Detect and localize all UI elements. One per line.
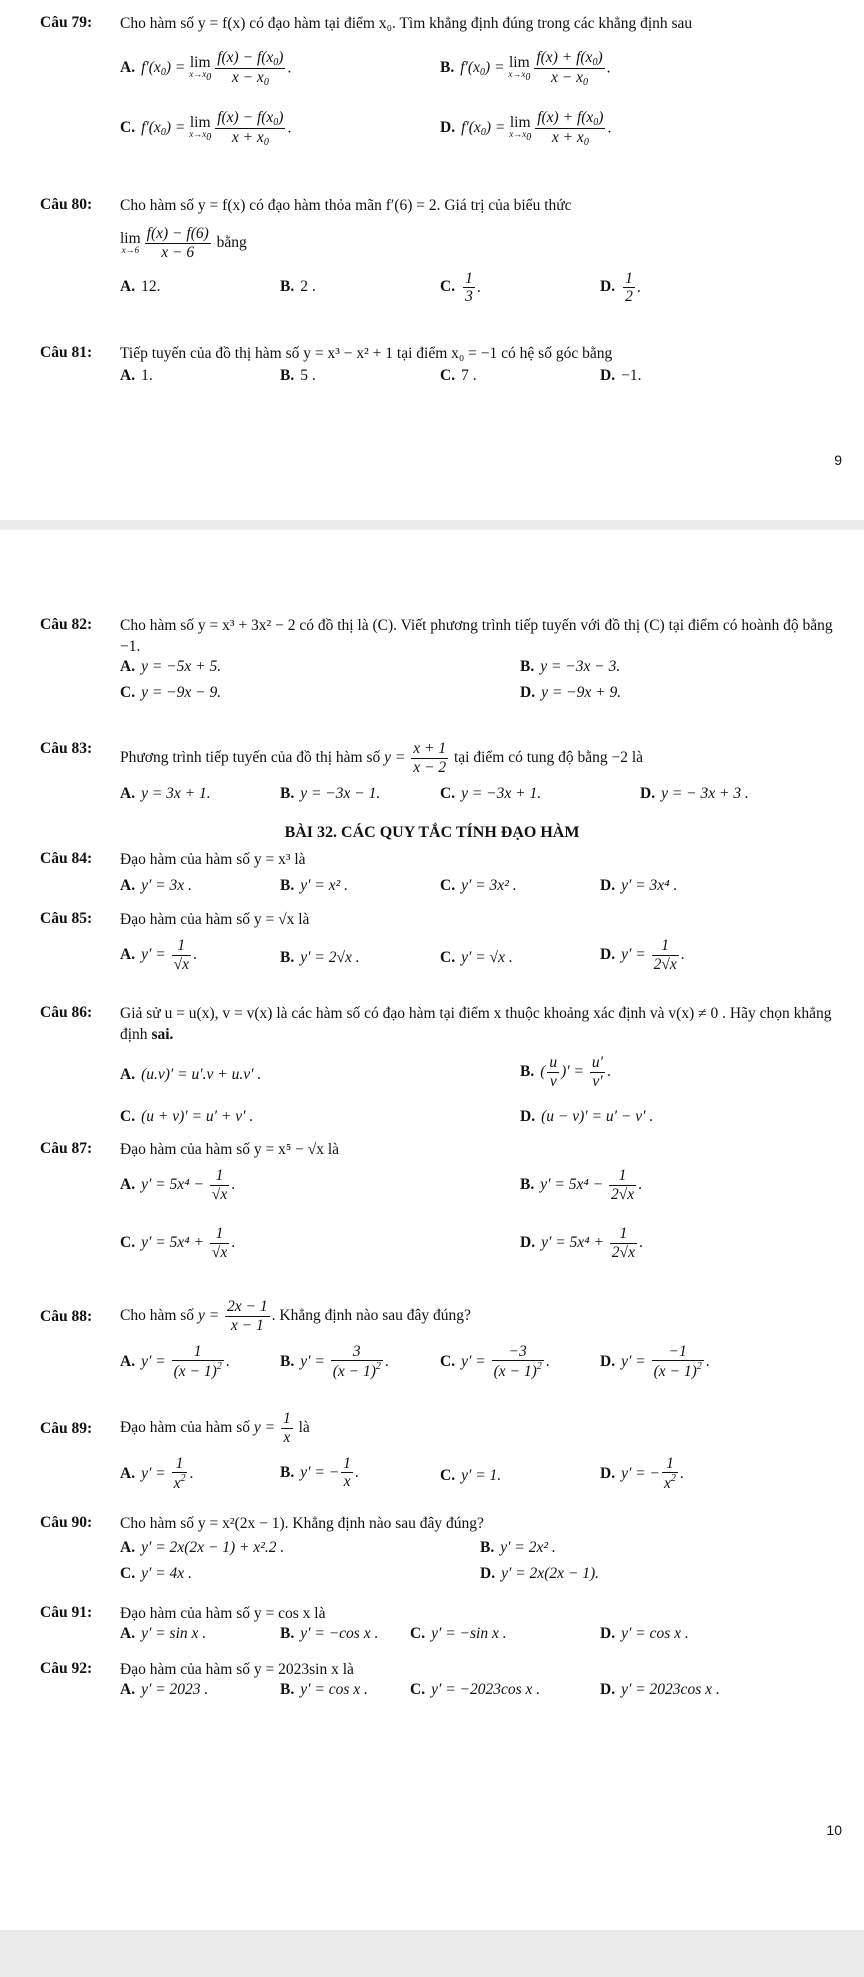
option-d[interactable]: D. y′ = − $\frac{1}{x^2}$ . — [600, 1454, 684, 1493]
question-80 — [40, 196, 844, 310]
option-d[interactable]: D. y′ = cos x . — [600, 1624, 689, 1642]
option-c[interactable]: C. y = −3x + 1. — [440, 784, 542, 802]
option-a[interactable]: A. y′ = $\frac{1}{√x}$ . — [120, 936, 197, 973]
question-84 — [40, 850, 844, 903]
question-number: Câu 88: — [40, 1308, 93, 1325]
option-b[interactable]: B. y′ = $\frac{3}{(x - 1)^2}$ . — [280, 1342, 389, 1381]
question-text: Cho hàm số y = x³ + 3x² − 2 có đồ thị là (C). Viết phương trình tiếp tuyến với đồ thị (C) tại điểm có hoành độ bằng −1. — [120, 617, 833, 655]
question-82 — [40, 616, 844, 710]
option-a[interactable]: A. 1. — [120, 366, 153, 384]
option-d[interactable]: D. y = −9x + 9. — [520, 683, 622, 701]
question-text: Đạo hàm của hàm số y = x³ là — [120, 851, 306, 868]
question-number: Câu 83: — [40, 740, 93, 757]
question-number: Câu 90: — [40, 1514, 93, 1531]
option-c[interactable]: C. y′ = 3x² . — [440, 876, 517, 894]
option-a[interactable]: A. y′ = 2x(2x − 1) + x².2 . — [120, 1538, 285, 1556]
option-c[interactable]: C. y = −9x − 9. — [120, 683, 222, 701]
question-number: Câu 89: — [40, 1420, 93, 1437]
option-a[interactable]: A. $f'(x_0)$ = lim x→x0 $\frac{f(x) - f(x_0)}{x - x_0}$ . — [120, 48, 292, 89]
limit-expression: lim x→6 $\frac{f(x) - f(6)}{x - 6}$ bằng — [120, 224, 247, 261]
question-number: Câu 91: — [40, 1604, 93, 1621]
question-81 — [40, 344, 844, 393]
question-text: Cho hàm số y = f(x) có đạo hàm thỏa mãn f′(6) = 2. Giá trị của biểu thức — [120, 197, 572, 214]
option-a[interactable]: A. y′ = 2023 . — [120, 1680, 209, 1698]
option-b[interactable]: B. ( $\frac{u}{v}$ )′ = $\frac{u'}{v'}$ . — [520, 1053, 611, 1090]
option-c[interactable]: C. $\frac{1}{3}$ . — [440, 269, 481, 306]
option-b[interactable]: B. y′ = 5x⁴ − $\frac{1}{2√x}$ . — [520, 1166, 642, 1203]
option-a[interactable]: A. y′ = sin x . — [120, 1624, 207, 1642]
option-b[interactable]: B. y′ = 2√x . — [280, 948, 360, 966]
question-number: Câu 84: — [40, 850, 93, 867]
option-c[interactable]: C. $f'(x_0)$ = lim x→x0 $\frac{f(x) - f(x_0)}{x + x_0}$ . — [120, 108, 292, 149]
option-c[interactable]: C. 7 . — [440, 366, 477, 384]
question-text: Giả sử u = u(x), v = v(x) là các hàm số có đạo hàm tại điểm x thuộc khoảng xác định và v(x) ≠ 0 . Hãy chọn khẳng định — [120, 1005, 832, 1043]
page-9 — [0, 0, 864, 520]
page-gap — [0, 520, 864, 530]
question-90 — [40, 1514, 844, 1591]
option-b[interactable]: B. y = −3x − 1. — [280, 784, 381, 802]
option-d[interactable]: D. (u − v)′ = u′ − v′ . — [520, 1107, 654, 1125]
option-c[interactable]: C. y′ = √x . — [440, 948, 513, 966]
option-b[interactable]: B. $f'(x_0)$ = lim x→x0 $\frac{f(x) + f(x_0)}{x - x_0}$ . — [440, 48, 611, 89]
option-a[interactable]: A. y′ = $\frac{1}{x^2}$ . — [120, 1454, 194, 1493]
question-text: Đạo hàm của hàm số y = x⁵ − √x là — [120, 1141, 340, 1158]
question-number: Câu 82: — [40, 616, 93, 633]
question-83: Câu 83: Phương trình tiếp tuyến của đồ thị hàm số y = $\frac{x + 1}{x - 2}$ tại điểm có tung độ bằng −2 là A. y = 3x + 1. B. y = −3x − 1. C. y = −3x + 1. D. y = − 3x + 3 . — [40, 740, 749, 802]
question-number: Câu 92: — [40, 1660, 93, 1677]
question-number: Câu 87: — [40, 1140, 93, 1157]
option-d[interactable]: D. y′ = 5x⁴ + $\frac{1}{2√x}$ . — [520, 1224, 643, 1261]
option-b[interactable]: B. y′ = 2x² . — [480, 1538, 556, 1556]
option-b[interactable]: B. 5 . — [280, 366, 316, 384]
question-text: Tiếp tuyến của đồ thị hàm số y = x³ − x² + 1 tại điểm x₀ = −1 có hệ số góc bằng — [120, 345, 613, 362]
option-c[interactable]: C. y′ = 4x . — [120, 1564, 192, 1582]
page-number: 9 — [834, 452, 842, 468]
page-number: 10 — [826, 1822, 842, 1838]
option-c[interactable]: C. y′ = $\frac{-3}{(x - 1)^2}$ . — [440, 1342, 550, 1381]
option-b[interactable]: B. y = −3x − 3. — [520, 657, 621, 675]
option-b[interactable]: B. y′ = cos x . — [280, 1680, 368, 1698]
option-c[interactable]: C. y′ = −sin x . — [410, 1624, 507, 1642]
question-number: Câu 81: — [40, 344, 93, 361]
option-a[interactable]: A. y′ = 3x . — [120, 876, 192, 894]
option-d[interactable]: D. y′ = $\frac{-1}{(x - 1)^2}$ . — [600, 1342, 710, 1381]
option-b[interactable]: B. y′ = −cos x . — [280, 1624, 379, 1642]
page-gap — [0, 1930, 864, 1977]
option-d[interactable]: D. y′ = $\frac{1}{2√x}$ . — [600, 936, 685, 973]
option-a[interactable]: A. 12. — [120, 277, 161, 295]
option-d[interactable]: D. y′ = 3x⁴ . — [600, 876, 678, 894]
question-85 — [40, 910, 844, 985]
question-number: Câu 80: — [40, 196, 93, 213]
option-c[interactable]: C. y′ = 1. — [440, 1466, 502, 1484]
option-d[interactable]: D. −1. — [600, 366, 642, 384]
option-a[interactable]: A. y = −5x + 5. — [120, 657, 222, 675]
option-a[interactable]: A. y′ = 5x⁴ − $\frac{1}{√x}$ . — [120, 1166, 236, 1203]
question-91 — [40, 1604, 844, 1651]
question-text: Cho hàm số y = f(x) có đạo hàm tại điểm x₀. Tìm khẳng định đúng trong các khẳng định sau — [120, 15, 693, 32]
question-79 — [40, 14, 844, 161]
question-number: Câu 79: — [40, 14, 93, 31]
question-number: Câu 86: — [40, 1004, 93, 1021]
option-b[interactable]: B. y′ = − $\frac{1}{x}$ . — [280, 1454, 359, 1491]
option-b[interactable]: B. 2 . — [280, 277, 316, 295]
question-87 — [40, 1140, 844, 1273]
question-text: Đạo hàm của hàm số y = cos x là — [120, 1605, 326, 1622]
option-c[interactable]: C. y′ = 5x⁴ + $\frac{1}{√x}$ . — [120, 1224, 236, 1261]
question-89: Câu 89: Đạo hàm của hàm số y = $\frac{1}{x}$ là A. y′ = $\frac{1}{x^2}$ . B. y′ = − $\frac{1}{x}$ . C. y′ = 1. D. y′ = − $\frac{1}{x^2}$ . — [40, 1410, 684, 1493]
page-10 — [0, 530, 864, 1930]
option-a[interactable]: A. (u.v)′ = u′.v + u.v′ . — [120, 1065, 262, 1083]
option-b[interactable]: B. y′ = x² . — [280, 876, 348, 894]
question-text: Đạo hàm của hàm số y = √x là — [120, 911, 310, 928]
section-heading: BÀI 32. CÁC QUY TẮC TÍNH ĐẠO HÀM — [284, 824, 580, 841]
option-d[interactable]: D. $f'(x_0)$ = lim x→x0 $\frac{f(x) + f(x_0)}{x + x_0}$ . — [440, 108, 612, 149]
question-text: Cho hàm số y = x²(2x − 1). Khẳng định nào sau đây đúng? — [120, 1515, 484, 1532]
option-c[interactable]: C. y′ = −2023cos x . — [410, 1680, 541, 1698]
option-d[interactable]: D. y′ = 2023cos x . — [600, 1680, 720, 1698]
question-number: Câu 85: — [40, 910, 93, 927]
question-text: Đạo hàm của hàm số y = 2023sin x là — [120, 1661, 354, 1678]
question-92 — [40, 1660, 844, 1707]
question-86: Câu 86: Giả sử u = u(x), v = v(x) là các hàm số có đạo hàm tại điểm x thuộc khoảng xác định và v(x) ≠ 0 . Hãy chọn khẳng định sai. A. (u.v)′ = u′.v + u.v′ . B. ( $\frac{u}{v}$ )′ = $\frac{u'}{v'}$ . C. (u + v)′ = u′ + v′ . D. (u − v)′ = u′ − v′ . — [40, 1004, 832, 1125]
option-d[interactable]: D. y = − 3x + 3 . — [640, 784, 749, 802]
option-a[interactable]: A. y = 3x + 1. — [120, 784, 211, 802]
option-d[interactable]: D. y′ = 2x(2x − 1). — [480, 1564, 599, 1582]
option-c[interactable]: C. (u + v)′ = u′ + v′ . — [120, 1107, 254, 1125]
option-d[interactable]: D. $\frac{1}{2}$ . — [600, 269, 641, 306]
question-88: Câu 88: Cho hàm số y = $\frac{2x - 1}{x - 1}$ . Khẳng định nào sau đây đúng? A. y′ = $\frac{1}{(x - 1)^2}$ . B. y′ = $\frac{3}{(x - 1)^2}$ . C. y′ = $\frac{-3}{(x - 1)^2}$ . D. y′ = $\frac{-1}{(x - 1)^2}$ . — [40, 1298, 710, 1381]
option-a[interactable]: A. y′ = $\frac{1}{(x - 1)^2}$ . — [120, 1342, 230, 1381]
